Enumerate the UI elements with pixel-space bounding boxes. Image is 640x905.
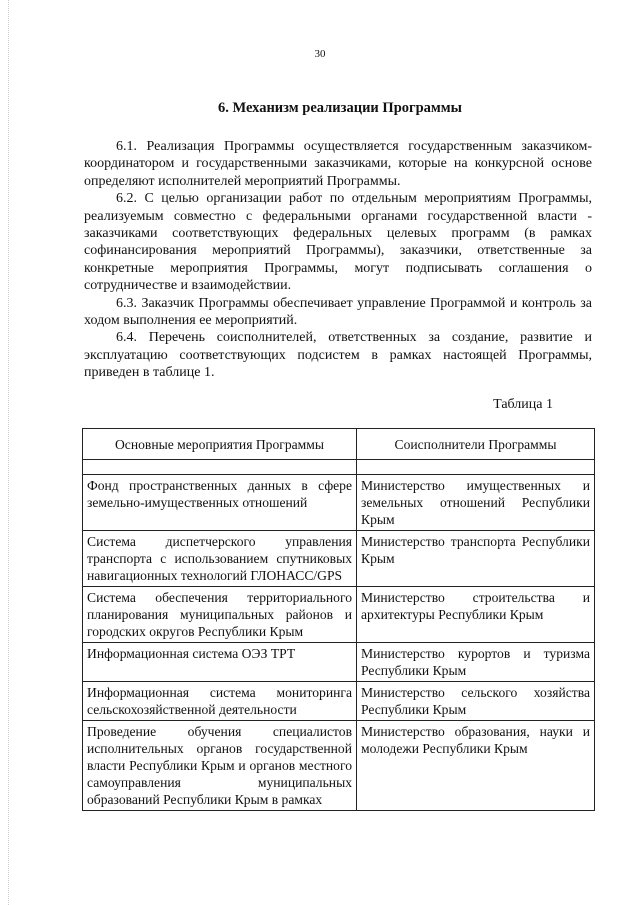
table-cell-activity: Информационная система ОЭЗ ТРТ (83, 643, 357, 682)
table-cell-activity: Информационная система мониторинга сельскохозяйственной деятельности (83, 682, 357, 721)
table-header-co-executors: Соисполнители Программы (357, 429, 595, 460)
table-row (83, 643, 595, 682)
table-header-row (83, 429, 595, 460)
paragraph-6-1: 6.1. Реализация Программы осуществляется государственным заказчиком-координатором и государственными заказчиками, которые на конкурсной основе определяют исполнителей мероприятий Программы. (84, 139, 592, 189)
table-cell-activity: Система обеспечения территориального планирования муниципальных районов и городских округов Республики Крым (83, 587, 357, 643)
table-cell-executor: Министерство транспорта Республики Крым (357, 531, 595, 587)
section-body (84, 138, 592, 382)
table-cell-executor: Министерство строительства и архитектуры Республики Крым (357, 587, 595, 643)
table-caption: Таблица 1 (493, 397, 553, 412)
table-cell-executor: Министерство образования, науки и молодежи Республики Крым (357, 721, 595, 811)
paragraph-6-3: 6.3. Заказчик Программы обеспечивает управление Программой и контроль за ходом выполнения ее мероприятий. (84, 295, 592, 329)
table-row (83, 721, 595, 811)
table-row (83, 587, 595, 643)
paragraph-6-2: 6.2. С целью организации работ по отдельным мероприятиям Программы, реализуемым совместно с федеральными органами государственной власти - заказчиками соответствующих федеральных целевых программ (в рамках софинансирования мероприятий Программы), заказчики, ответственные за конкретные мероприятия Программы, могут подписывать соглашения о сотрудничестве и взаимодействии. (84, 191, 592, 294)
table-cell-activity: Фонд пространственных данных в сфере земельно-имущественных отношений (83, 475, 357, 531)
paragraph-6-4: 6.4. Перечень соисполнителей, ответственных за создание, развитие и эксплуатацию соответствующих подсистем в рамках настоящей Программы, приведен в таблице 1. (84, 330, 592, 381)
section-heading: 6. Механизм реализации Программы (218, 100, 462, 116)
table-row (83, 531, 595, 587)
table-cell-activity: Система диспетчерского управления транспорта с использованием спутниковых навигационных технологий ГЛОНАСС/GPS (83, 531, 357, 587)
table-row (83, 475, 595, 531)
table-row (83, 682, 595, 721)
table-cell-executor: Министерство курортов и туризма Республики Крым (357, 643, 595, 682)
table-cell-activity: Проведение обучения специалистов исполнительных органов государственной власти Республики Крым и органов местного самоуправления муниципальных образований Республики Крым в рамках (83, 721, 357, 811)
scan-edge (8, 0, 10, 905)
table-cell-executor: Министерство сельского хозяйства Республики Крым (357, 682, 595, 721)
page-number: 30 (314, 48, 326, 60)
co-executors-table (82, 428, 595, 811)
table-header-activities: Основные мероприятия Программы (83, 429, 357, 460)
table-cell-executor: Министерство имущественных и земельных отношений Республики Крым (357, 475, 595, 531)
table-spacer (83, 460, 595, 475)
